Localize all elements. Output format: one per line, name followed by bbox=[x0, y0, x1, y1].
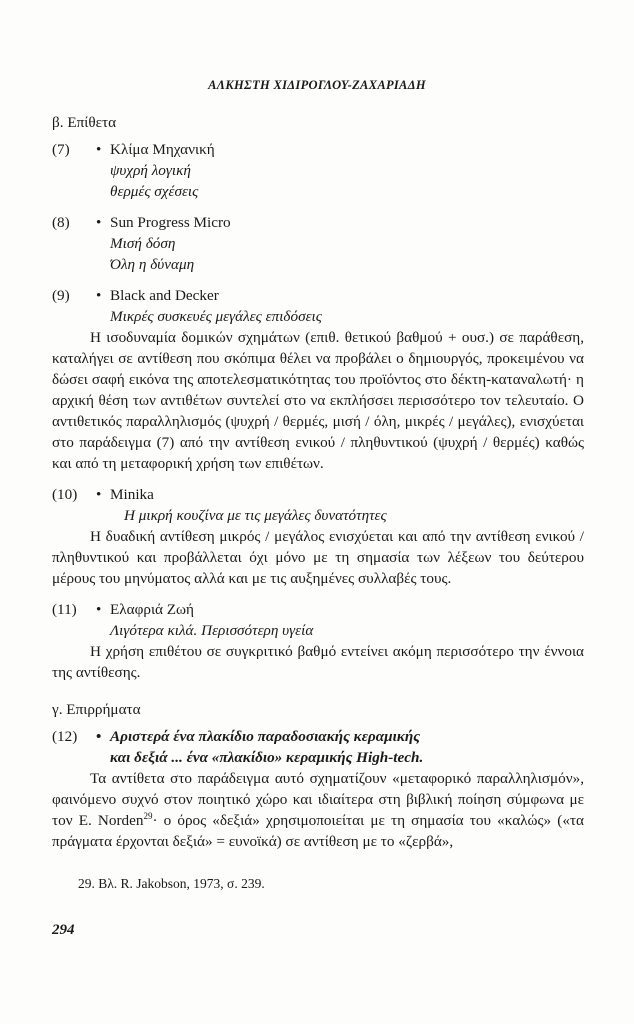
example-line: Μισή δόση bbox=[110, 235, 176, 252]
example-number: (7) bbox=[52, 141, 70, 158]
paragraph: Η ισοδυναμία δομικών σχημάτων (επιθ. θετικού βαθμού + ουσ.) σε παράθεση, καταλήγει σε αντίθεση που σκόπιμα θέλει να προβάλει ο δημιουργός, προκειμένου να δώσει σαφή εικόνα της αποτελεσματικότητας του προϊόντος στο δέκτη-καταναλωτή· η αρχική θέση των αντιθέτων συντελεί στο να εκπλήσσει περισσότερο τον τελευταίο. Ο αντιθετικός παραλληλισμός (ψυχρή / θερμές, μισή / όλη, μικρές / μεγάλες), ενισχύεται στο παράδειγμα (7) από την αντίθεση ενικού / πληθυντικού (ψυχρή / θερμές) καθώς και από τη μεταφορική χρήση των επιθέτων. bbox=[52, 329, 584, 472]
example-number: (9) bbox=[52, 287, 70, 304]
example-brand: Black and Decker bbox=[110, 287, 219, 304]
footnote: 29. Βλ. R. Jakobson, 1973, σ. 239. bbox=[78, 876, 265, 891]
example-11 bbox=[52, 599, 584, 641]
footnote-reference[interactable]: 29 bbox=[143, 810, 153, 821]
example-number: (11) bbox=[52, 601, 77, 618]
example-line: ψυχρή λογική bbox=[110, 162, 191, 179]
bullet-icon: • bbox=[96, 728, 102, 745]
example-line: Αριστερά ένα πλακίδιο παραδοσιακής κεραμικής bbox=[110, 728, 420, 745]
example-line: Όλη η δύναμη bbox=[110, 256, 195, 273]
paragraph: Η δυαδική αντίθεση μικρός / μεγάλος ενισχύεται και από την αντίθεση ενικού / πληθυντικού και προβάλλεται όχι μόνο με τη σημασία των λέξεων του δεύτερου μέρους του μηνύματος αλλά και με τις αυξημένες συλλαβές τους. bbox=[52, 528, 584, 587]
example-number: (8) bbox=[52, 214, 70, 231]
example-brand: Minika bbox=[110, 486, 154, 503]
bullet-icon: • bbox=[96, 141, 102, 158]
section-title-adjectives: β. Επίθετα bbox=[52, 114, 117, 131]
example-line: Λιγότερα κιλά. Περισσότερη υγεία bbox=[110, 622, 314, 639]
paragraph: Η χρήση επιθέτου σε συγκριτικό βαθμό εντείνει ακόμη περισσότερο την έννοια της αντίθεσης. bbox=[52, 643, 584, 681]
running-head: ΑΛΚΗΣΤΗ ΧΙΔΙΡΟΓΛΟΥ-ΖΑΧΑΡΙΑΔΗ bbox=[208, 78, 426, 92]
example-12 bbox=[52, 726, 584, 768]
example-line: Μικρές συσκευές μεγάλες επιδόσεις bbox=[110, 308, 322, 325]
section-title-adverbs: γ. Επιρρήματα bbox=[52, 701, 141, 718]
bullet-icon: • bbox=[96, 601, 102, 618]
example-number: (10) bbox=[52, 486, 78, 503]
paragraph-text: Τα αντίθετα στο παράδειγμα αυτό σχηματίζουν «μεταφορικό παραλληλισμόν», φαινόμενο συχνό στον ποιητικό χώρο και ιδιαίτερα στη βιβλική ποίηση σύμφωνα με τον E. Norden bbox=[52, 770, 584, 829]
example-8 bbox=[52, 212, 584, 275]
example-number: (12) bbox=[52, 728, 78, 745]
example-brand: Ελαφριά Ζωή bbox=[110, 601, 194, 618]
example-line: θερμές σχέσεις bbox=[110, 183, 199, 200]
paragraph bbox=[52, 768, 584, 852]
example-brand: Κλίμα Μηχανική bbox=[110, 141, 215, 158]
example-9 bbox=[52, 285, 584, 327]
example-line: Η μικρή κουζίνα με τις μεγάλες δυνατότητες bbox=[124, 507, 387, 524]
bullet-icon: • bbox=[96, 486, 102, 503]
page-number: 294 bbox=[52, 922, 75, 938]
bullet-icon: • bbox=[96, 287, 102, 304]
bullet-icon: • bbox=[96, 214, 102, 231]
example-7 bbox=[52, 139, 584, 202]
example-brand: Sun Progress Micro bbox=[110, 214, 231, 231]
example-line: και δεξιά ... ένα «πλακίδιο» κεραμικής High-tech. bbox=[110, 749, 424, 766]
example-10 bbox=[52, 484, 584, 526]
paragraph-text: · ο όρος «δεξιά» χρησιμοποιείται με τη σημασία του «καλώς» («τα πράγματα έρχονται δεξιά» = ευνοϊκά) σε αντίθεση με το «ζερβά», bbox=[52, 812, 584, 850]
body-text bbox=[52, 112, 584, 852]
